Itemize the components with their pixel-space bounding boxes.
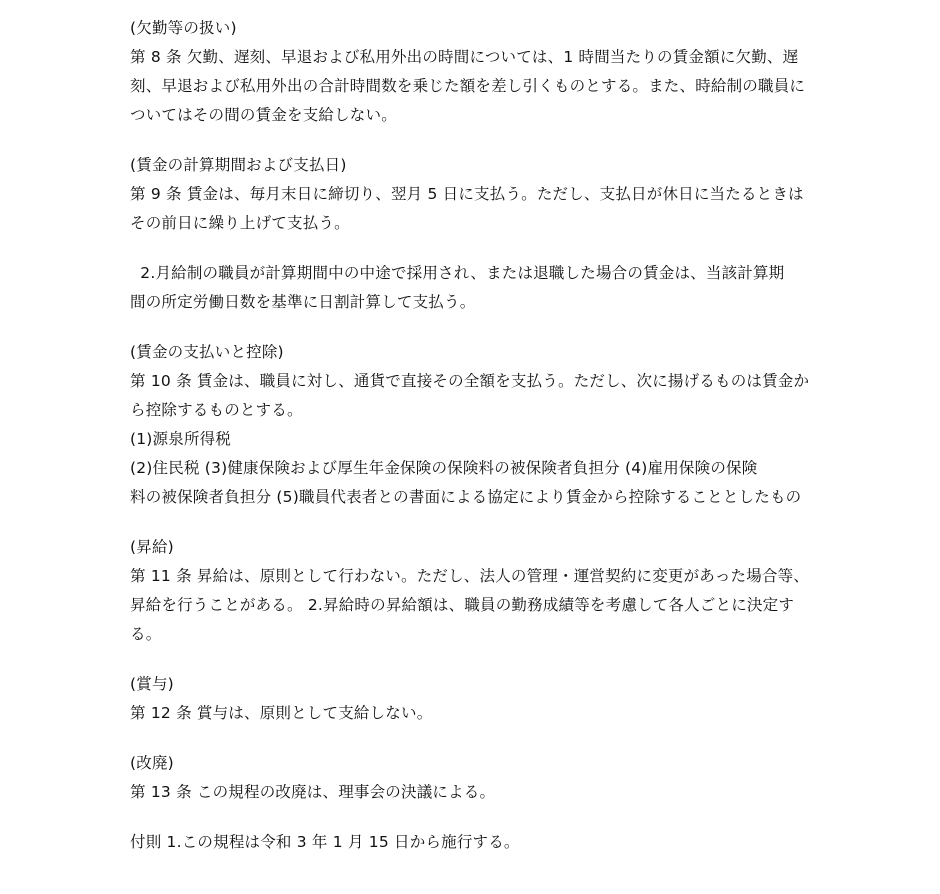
article-13-line: 第 13 条 この規程の改廃は、理事会の決議による。	[130, 783, 496, 801]
section-absence	[130, 14, 820, 130]
paragraph-gap	[130, 317, 820, 338]
article-12-line: 第 12 条 賞与は、原則として支給しない。	[130, 704, 433, 722]
section-payment-deduction	[130, 338, 820, 512]
section-heading: (賞与)	[130, 675, 174, 693]
paragraph-gap	[130, 649, 820, 670]
article-10-item: 料の被保険者負担分 (5)職員代表者との書面による協定により賃金から控除することとしたもの	[130, 488, 802, 506]
article-9-line: その前日に繰り上げて支払う。	[130, 214, 350, 232]
article-10-line: ら控除するものとする。	[130, 401, 303, 419]
paragraph-gap	[130, 728, 820, 749]
article-11-line: 昇給を行うことがある。 2.昇給時の昇給額は、職員の勤務成績等を考慮して各人ごとに決定す	[130, 596, 795, 614]
article-11-line: る。	[130, 625, 162, 643]
article-11-line: 第 11 条 昇給は、原則として行わない。ただし、法人の管理・運営契約に変更があった場合等、	[130, 567, 810, 585]
paragraph-gap	[130, 512, 820, 533]
article-8-line: 第 8 条 欠勤、遅刻、早退および私用外出の時間については、1 時間当たりの賃金額に欠勤、遅	[130, 48, 799, 66]
section-heading: (欠勤等の扱い)	[130, 19, 237, 37]
supplementary-provision-line: 付則 1.この規程は令和 3 年 1 月 15 日から施行する。	[130, 833, 520, 851]
article-10-item: (2)住民税 (3)健康保険および厚生年金保険の保険料の被保険者負担分 (4)雇用保険の保険	[130, 459, 758, 477]
document-body	[130, 14, 820, 857]
section-heading: (改廃)	[130, 754, 174, 772]
section-article-9-paragraph-2	[130, 259, 820, 317]
article-9-para2-line: 2.月給制の職員が計算期間中の中途で採用され、または退職した場合の賃金は、当該計算期	[130, 264, 785, 282]
article-8-line: 刻、早退および私用外出の合計時間数を乗じた額を差し引くものとする。また、時給制の職員に	[130, 77, 806, 95]
article-10-item: (1)源泉所得税	[130, 430, 232, 448]
article-9-para2-line: 間の所定労働日数を基準に日割計算して支払う。	[130, 293, 476, 311]
paragraph-gap	[130, 807, 820, 828]
article-9-line: 第 9 条 賃金は、毎月末日に締切り、翌月 5 日に支払う。ただし、支払日が休日に当たるときは	[130, 185, 804, 203]
section-heading: (賃金の支払いと控除)	[130, 343, 284, 361]
paragraph-gap	[130, 238, 820, 259]
section-supplementary	[130, 828, 820, 857]
section-pay-period	[130, 151, 820, 238]
paragraph-gap	[130, 130, 820, 151]
section-heading: (昇給)	[130, 538, 174, 556]
article-8-line: ついてはその間の賃金を支給しない。	[130, 106, 397, 124]
section-bonus	[130, 670, 820, 728]
section-heading: (賃金の計算期間および支払日)	[130, 156, 347, 174]
article-10-line: 第 10 条 賃金は、職員に対し、通貨で直接その全額を支払う。ただし、次に揚げるものは賃金か	[130, 372, 810, 390]
section-pay-raise	[130, 533, 820, 649]
section-amendment	[130, 749, 820, 807]
